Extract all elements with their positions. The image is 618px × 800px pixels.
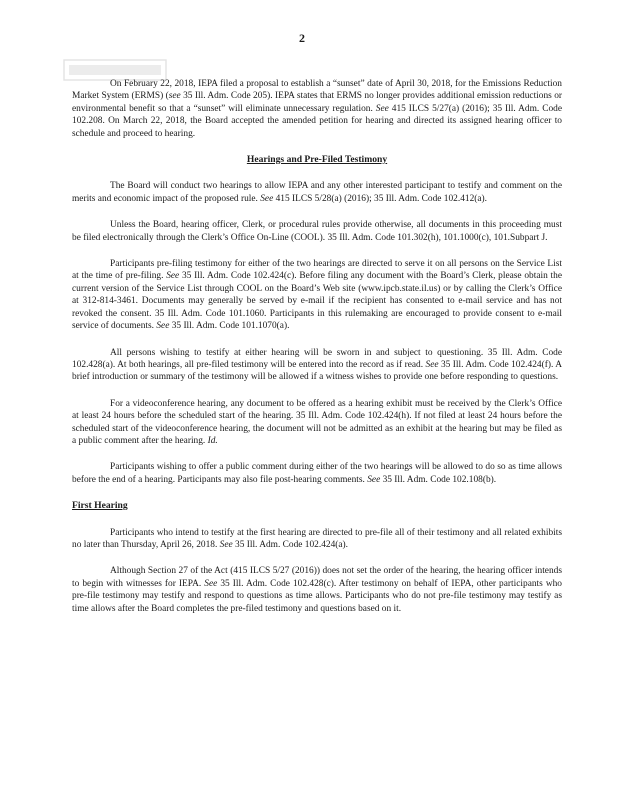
paragraph-videoconference: For a videoconference hearing, any document to be offered as a hearing exhibit must be received by the Clerk’s Office at least 24 hours before the scheduled start of the hearing. 35 Ill. Adm. Code 102.424(h). If not filed at least 24 hours before the scheduled start of the videoconference hearing, the document will not be admitted as an exhibit at the hearing but may be filed as a public comment after the hearing. Id. (72, 398, 562, 446)
paragraph-prefile-deadline: Participants who intend to testify at the first hearing are directed to pre-file all of their testimony and all related exhibits no later than Thursday, April 26, 2018. See 35 Ill. Adm. Code 102.424(a). (72, 527, 562, 550)
paragraph-intro: On February 22, 2018, IEPA filed a proposal to establish a “sunset” date of April 30, 2018, for the Emissions Reduction Market System (ERMS) (see 35 Ill. Adm. Code 205). IEPA states that ERMS no longer provides additional emission reductions or environmental benefit so that a “sunset” will eliminate unnecessary regulation. See 415 ILCS 5/27(a) (2016); 35 Ill. Adm. Code 102.208. On March 22, 2018, the Board accepted the amended petition for hearing and directed its assigned hearing officer to schedule and proceed to hearing. (72, 79, 563, 139)
paragraph-two-hearings: The Board will conduct two hearings to allow IEPA and any other interested participant to testify and comment on the merits and economic impact of the proposed rule. See 415 ILCS 5/28(a) (2016); 35 Ill. Adm. Code 102.412(a). (72, 181, 562, 204)
page-number: 2 (299, 31, 305, 45)
paragraph-sworn-testimony: All persons wishing to testify at either hearing will be sworn in and subject to questioning. 35 Ill. Adm. Code 102.428(a). At both hearings, all pre-filed testimony will be entered into the record as if read. See 35 Ill. Adm. Code 102.424(f). A brief introduction or summary of the testimony will be allowed if a witness wishes to provide one before responding to questions. (72, 347, 562, 383)
paragraph-hearing-order: Although Section 27 of the Act (415 ILCS 5/27 (2016)) does not set the order of the hearing, the hearing officer intends to begin with witnesses for IEPA. See 35 Ill. Adm. Code 102.428(c). After testimony on behalf of IEPA, other participants who pre-file testimony may testify and respond to questions as time allows. Participants who do not pre-file testimony may testify as time allows after the Board completes the pre-filed testimony and questions based on it. (72, 566, 562, 614)
paragraph-service-list: Participants pre-filing testimony for either of the two hearings are directed to serve it on all persons on the Service List at the time of pre-filing. See 35 Ill. Adm. Code 102.424(c). Before filing any document with the Board’s Clerk, please obtain the current version of the Service List through COOL on the Board’s Web site (www.ipcb.state.il.us) or by calling the Clerk’s Office at 312-814-3461. Documents may generally be served by e-mail if the recipient has consented to e-mail service and has not revoked the consent. 35 Ill. Adm. Code 101.1060. Participants in this rulemaking are encouraged to provide consent to e-mail service of documents. See 35 Ill. Adm. Code 101.1070(a). (72, 259, 562, 332)
section-heading-hearings: Hearings and Pre-Filed Testimony (246, 154, 388, 166)
section-heading-first-hearing: First Hearing (72, 500, 128, 512)
paragraph-electronic-filing: Unless the Board, hearing officer, Clerk, or procedural rules provide otherwise, all documents in this proceeding must be filed electronically through the Clerk’s Office On-Line (COOL). 35 Ill. Adm. Code 101.302(h), 101.1000(c), 101.Subpart J. (72, 220, 562, 243)
document-body (72, 78, 562, 629)
paragraph-public-comment: Participants wishing to offer a public comment during either of the two hearings will be allowed to do so as time allows before the end of a hearing. Participants may also file post-hearing comments. See 35 Ill. Adm. Code 102.108(b). (72, 462, 562, 485)
